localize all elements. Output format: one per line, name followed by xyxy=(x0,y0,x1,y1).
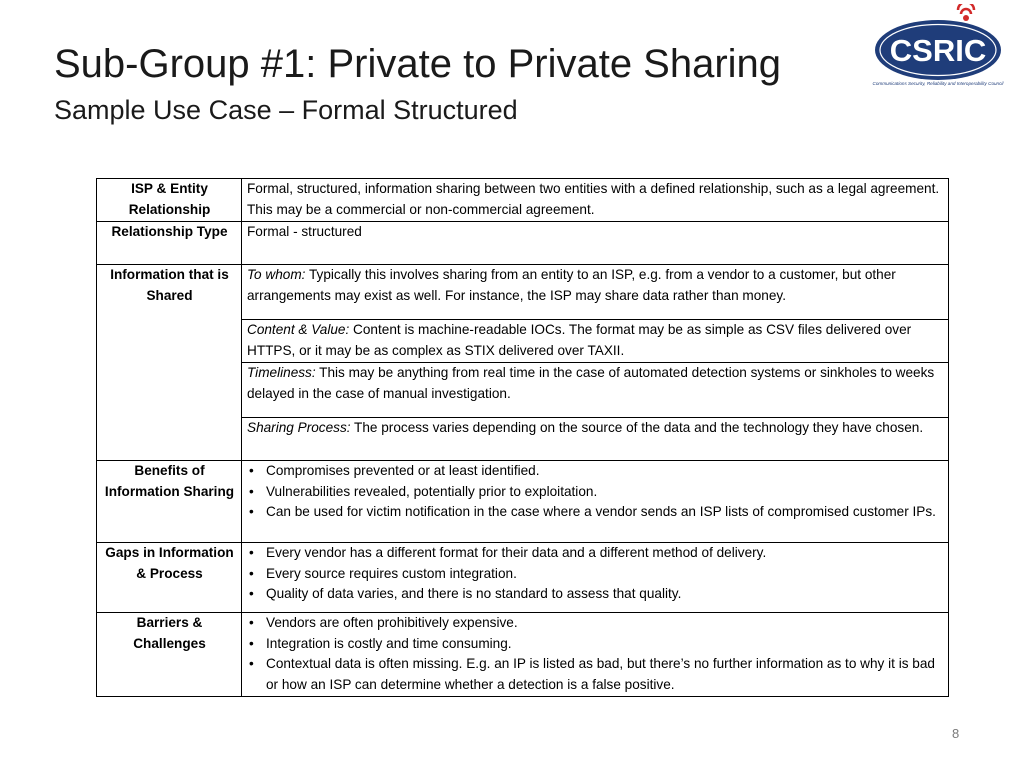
page-number: 8 xyxy=(952,726,960,741)
row-content: Formal - structured xyxy=(242,222,949,265)
term-text: Content is machine-readable IOCs. The format may be as simple as CSV files delivered over HTTPS, or it may be as complex as STIX delivered over TAXII. xyxy=(247,322,912,358)
bullet-item: • Integration is costly and time consuming. xyxy=(247,634,944,655)
table-row xyxy=(97,461,949,543)
bullet-item: • Can be used for victim notification in the case where a vendor sends an ISP lists of compromised customer IPs. xyxy=(247,502,944,523)
slide-subtitle: Sample Use Case – Formal Structured xyxy=(54,95,518,125)
bullet-item: • Every vendor has a different format for their data and a different method of delivery. xyxy=(247,543,944,564)
bullet-item: • Contextual data is often missing. E.g. an IP is listed as bad, but there’s no further information as to why it is bad or how an ISP can determine whether a detection is a false positive. xyxy=(247,654,944,695)
row-content-sharing-process xyxy=(242,418,949,461)
row-label: Benefits of Information Sharing xyxy=(97,461,242,543)
table-row xyxy=(97,179,949,222)
row-content-gaps xyxy=(242,543,949,613)
svg-text:CSRIC: CSRIC xyxy=(889,33,987,68)
term-label: Timeliness: xyxy=(247,365,316,380)
slide-title: Sub-Group #1: Private to Private Sharing xyxy=(54,42,782,86)
row-label: Relationship Type xyxy=(97,222,242,265)
bullet-item: • Compromises prevented or at least identified. xyxy=(247,461,944,482)
row-label: Information that is Shared xyxy=(97,265,242,461)
term-text: Typically this involves sharing from an entity to an ISP, e.g. from a vendor to a customer, but other arrangements may exist as well. For instance, the ISP may share data rather than money. xyxy=(247,267,896,303)
row-content: Formal, structured, information sharing between two entities with a defined relationship, such as a legal agreement. This may be a commercial or non-commercial agreement. xyxy=(242,179,949,222)
svg-text:Communications Security, Relia: Communications Security, Reliability and Interoperability Council xyxy=(872,81,1004,86)
bullet-item: • Vendors are often prohibitively expensive. xyxy=(247,613,944,634)
table-row xyxy=(97,222,949,265)
bullet-item: • Vulnerabilities revealed, potentially prior to exploitation. xyxy=(247,482,944,503)
use-case-table xyxy=(96,178,949,697)
term-label: To whom: xyxy=(247,267,306,282)
table-row xyxy=(97,613,949,697)
row-content-to-whom xyxy=(242,265,949,320)
term-text: The process varies depending on the source of the data and the technology they have chosen. xyxy=(350,420,924,435)
row-label: Gaps in Information & Process xyxy=(97,543,242,613)
row-label: ISP & Entity Relationship xyxy=(97,179,242,222)
table-row xyxy=(97,265,949,320)
row-content-timeliness xyxy=(242,363,949,418)
bullet-item: • Every source requires custom integration. xyxy=(247,564,944,585)
term-label: Content & Value: xyxy=(247,322,350,337)
table-row xyxy=(97,543,949,613)
row-content-content-value xyxy=(242,320,949,363)
bullet-item: • Quality of data varies, and there is no standard to assess that quality. xyxy=(247,584,944,605)
row-content-barriers xyxy=(242,613,949,697)
row-content-benefits xyxy=(242,461,949,543)
row-label: Barriers & Challenges xyxy=(97,613,242,697)
csric-logo xyxy=(868,4,1008,90)
term-label: Sharing Process: xyxy=(247,420,351,435)
term-text: This may be anything from real time in the case of automated detection systems or sinkholes to weeks delayed in the case of manual investigation. xyxy=(247,365,935,401)
